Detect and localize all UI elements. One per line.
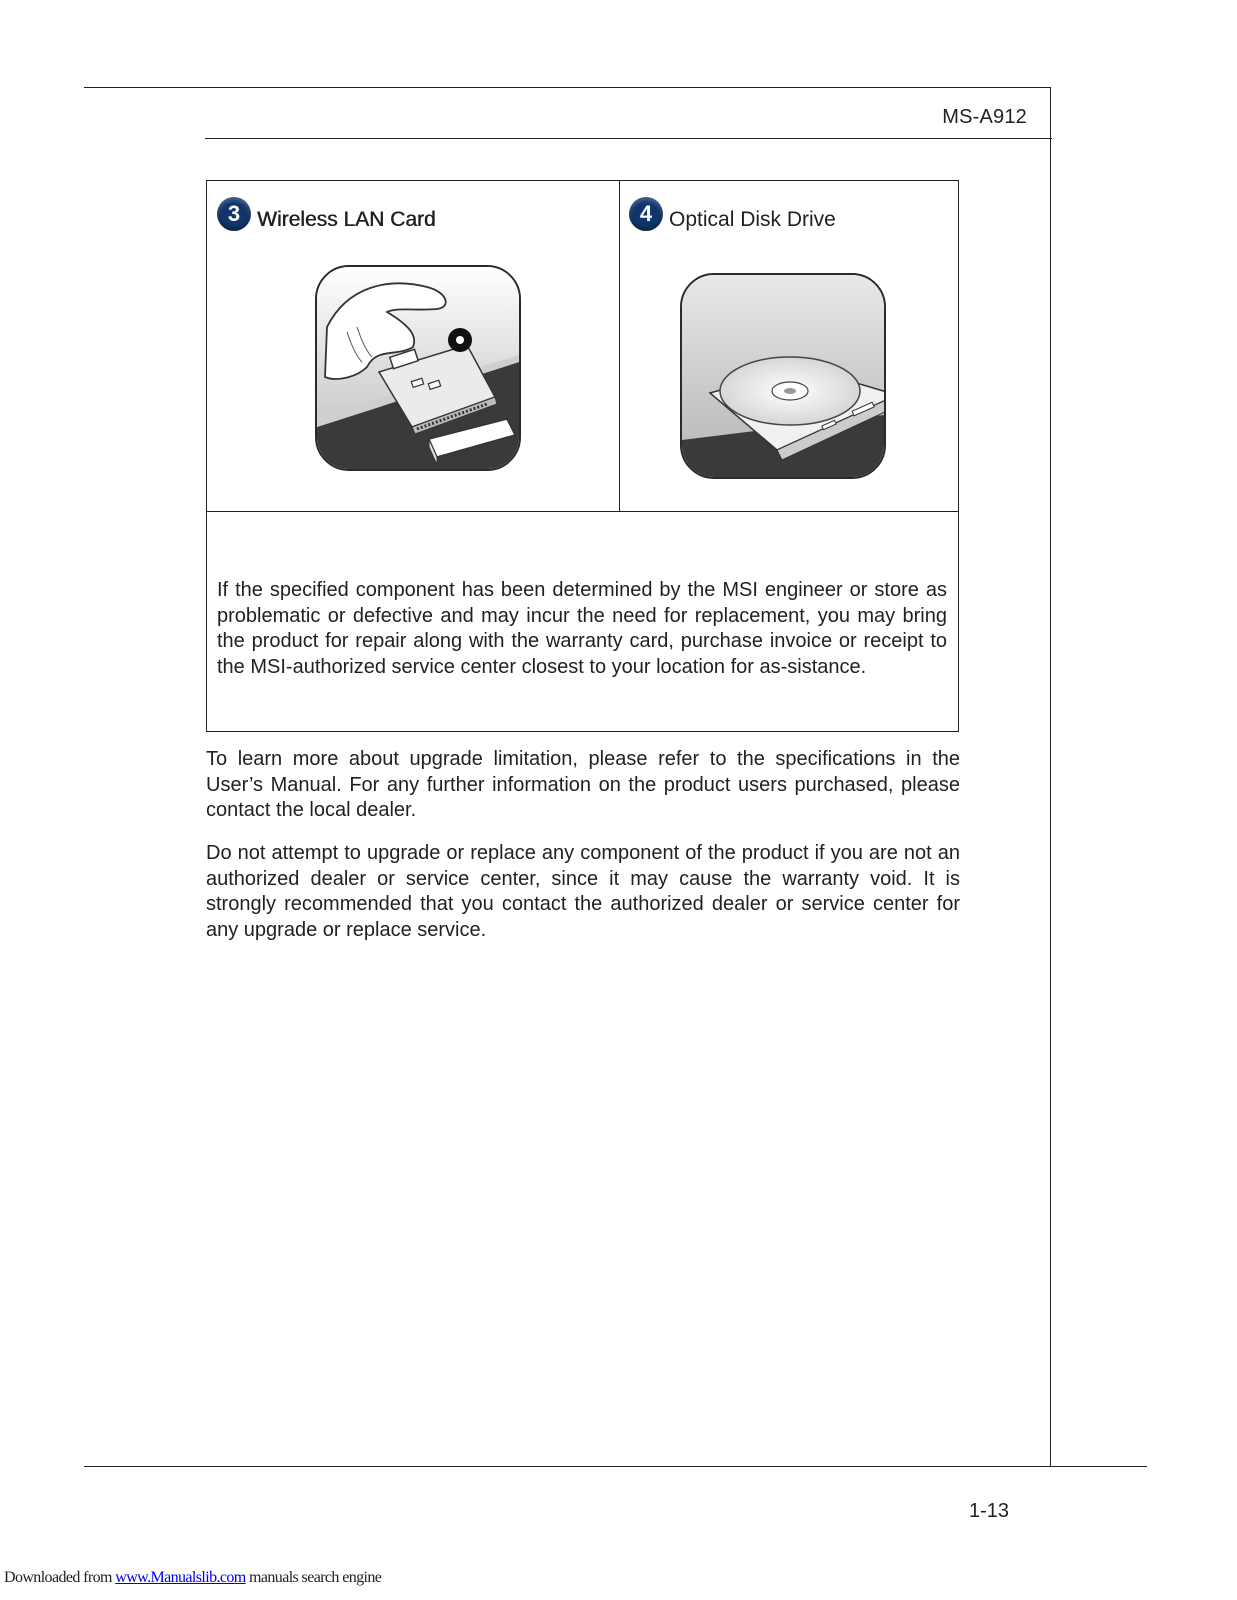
upgrade-info-paragraph: To learn more about upgrade limitation, please refer to the specifications in the User’s Manual. For any further information on the product users purchased, please contact the local dealer. <box>206 748 960 821</box>
side-rule <box>1050 87 1051 1466</box>
header-rule <box>205 138 1052 139</box>
component-table <box>206 180 959 732</box>
component-title: Wireless LAN Card <box>257 208 436 231</box>
wireless-lan-card-illustration <box>315 265 521 471</box>
number-badge: 4 <box>629 197 663 231</box>
download-notice <box>4 1569 381 1587</box>
replacement-note: If the specified component has been determined by the MSI engineer or store as problematic or defective and may incur the need for replacement, you may bring the product for repair along with the warranty card, purchase invoice or receipt to the MSI-authorized service center closest to your location for as-sistance. <box>217 579 947 678</box>
component-heading-optical <box>629 196 836 232</box>
page-number: 1-13 <box>969 1500 1010 1522</box>
download-prefix: Downloaded from <box>4 1569 116 1586</box>
table-column-divider <box>619 181 620 511</box>
component-heading-wireless <box>217 196 436 232</box>
number-badge: 3 <box>217 197 251 231</box>
table-row-divider <box>207 511 958 512</box>
header-rule-top <box>84 87 1051 88</box>
warranty-warning-paragraph: Do not attempt to upgrade or replace any component of the product if you are not an authorized dealer or service center, since it may cause the warranty void. It is strongly recommended that you contact the authorized dealer or service center for any upgrade or replace service. <box>206 842 960 941</box>
footer-rule <box>84 1466 1147 1467</box>
optical-disk-drive-illustration <box>680 273 886 479</box>
model-name: MS-A912 <box>942 106 1027 128</box>
component-title: Optical Disk Drive <box>669 208 836 231</box>
download-suffix: manuals search engine <box>245 1569 382 1586</box>
manualslib-link[interactable]: www.Manualslib.com <box>115 1569 246 1586</box>
